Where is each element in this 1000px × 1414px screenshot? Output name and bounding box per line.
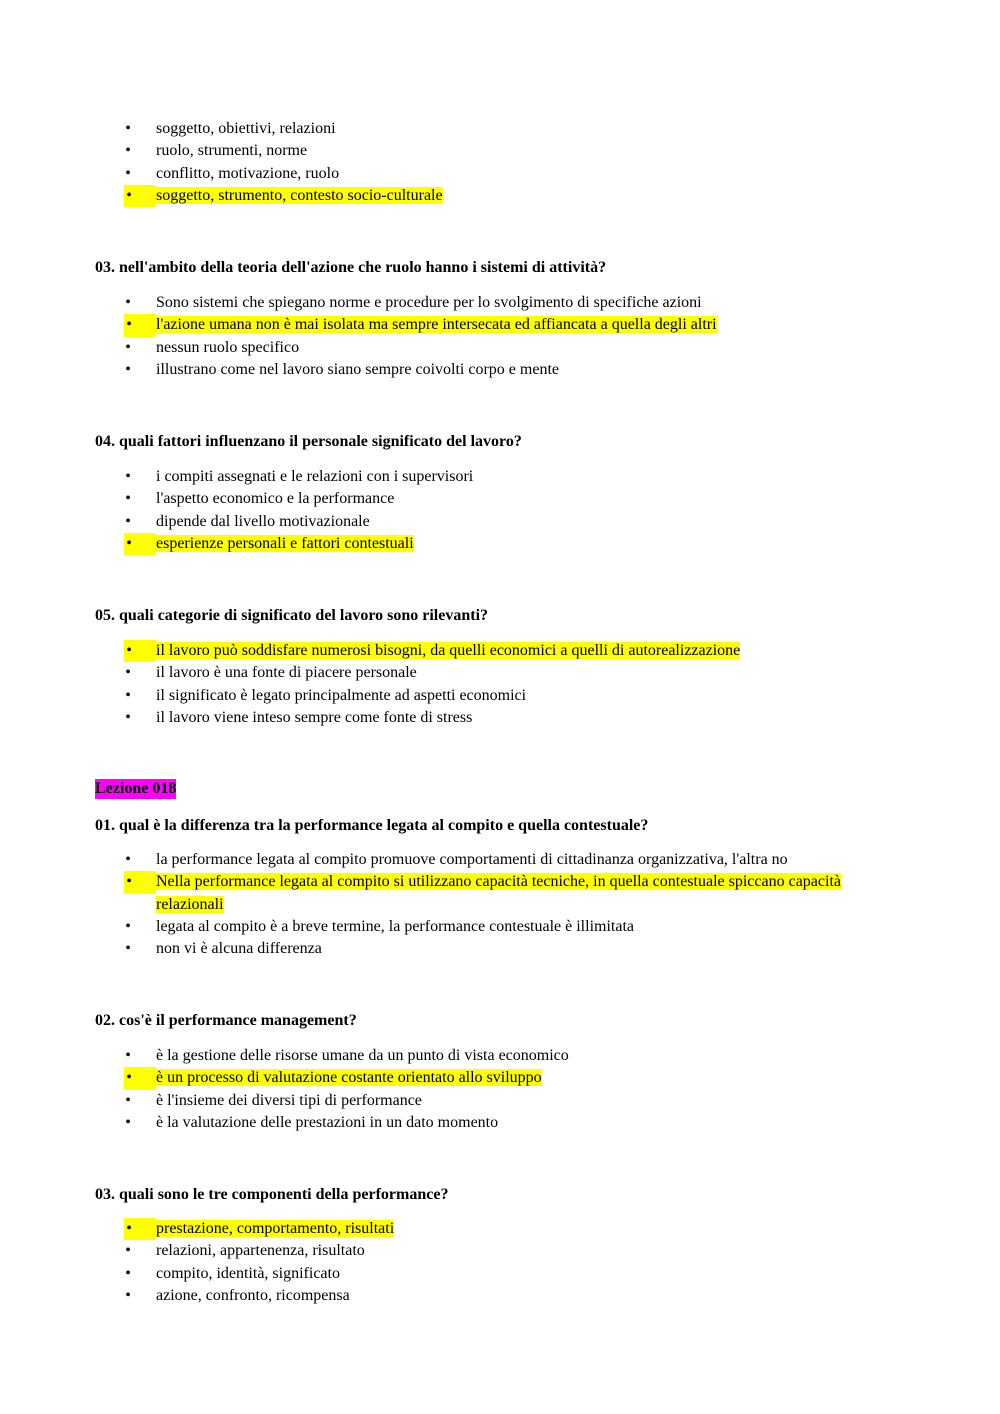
- option-item: • compito, identità, significato: [0, 1263, 1000, 1285]
- bullet-icon: •: [125, 917, 131, 935]
- bullet-icon: •: [125, 851, 131, 868]
- bullet-icon: •: [125, 360, 131, 378]
- bullet-icon: •: [125, 490, 131, 508]
- bullet-icon: •: [124, 1067, 156, 1089]
- bullet-icon: •: [124, 533, 156, 555]
- bullet-icon: •: [125, 1286, 131, 1304]
- bullet-icon: •: [124, 640, 156, 662]
- bullet-icon: •: [124, 1218, 156, 1240]
- option-item-correct: • Nella performance legata al compito si utilizzano capacità tecniche, in quella contestuale spiccano capacità: [0, 871, 1000, 893]
- option-item-correct: • l'azione umana non è mai isolata ma sempre intersecata ed affiancata a quella degli altri: [0, 314, 1000, 336]
- question-title: 02. cos'è il performance management?: [95, 1012, 357, 1029]
- question-title: 03. nell'ambito della teoria dell'azione che ruolo hanno i sistemi di attività?: [95, 259, 607, 276]
- question-title: 03. quali sono le tre componenti della performance?: [95, 1186, 449, 1203]
- bullet-icon: •: [125, 664, 131, 682]
- option-item: • relazioni, appartenenza, risultato: [0, 1240, 1000, 1262]
- option-list: [0, 1218, 1000, 1307]
- option-list: [0, 640, 1000, 729]
- question-title: 05. quali categorie di significato del lavoro sono rilevanti?: [95, 607, 489, 624]
- option-item: • legata al compito è a breve termine, la performance contestuale è illimitata: [0, 916, 1000, 938]
- option-item: • soggetto, obiettivi, relazioni: [0, 118, 1000, 140]
- bullet-icon: •: [125, 1047, 131, 1064]
- option-item: • nessun ruolo specifico: [0, 337, 1000, 359]
- option-item: • non vi è alcuna differenza: [0, 938, 1000, 960]
- option-item: • è la gestione delle risorse umane da un punto di vista economico: [0, 1045, 1000, 1067]
- bullet-icon: •: [125, 468, 131, 485]
- option-list: [0, 118, 1000, 207]
- bullet-icon: •: [124, 185, 156, 207]
- option-item: • il significato è legato principalmente ad aspetti economici: [0, 685, 1000, 707]
- option-item-correct: • il lavoro può soddisfare numerosi bisogni, da quelli economici a quelli di autorealizzazione: [0, 640, 1000, 662]
- bullet-icon: •: [125, 338, 131, 356]
- option-list: [0, 849, 1000, 960]
- bullet-icon: •: [125, 708, 131, 726]
- bullet-icon: •: [125, 1242, 131, 1260]
- option-item: • è l'insieme dei diversi tipi di performance: [0, 1090, 1000, 1112]
- option-item: • conflitto, motivazione, ruolo: [0, 163, 1000, 185]
- option-item: • l'aspetto economico e la performance: [0, 488, 1000, 510]
- option-item: • la performance legata al compito promuove comportamenti di cittadinanza organizzativa, l'altra no: [0, 849, 1000, 871]
- bullet-icon: •: [125, 142, 131, 160]
- bullet-icon: •: [125, 294, 131, 311]
- option-item: • il lavoro viene inteso sempre come fonte di stress: [0, 707, 1000, 729]
- option-list: [0, 466, 1000, 555]
- option-item: • è la valutazione delle prestazioni in un dato momento: [0, 1112, 1000, 1134]
- bullet-icon: •: [125, 1264, 131, 1282]
- bullet-icon: •: [125, 940, 131, 958]
- option-item-correct: • soggetto, strumento, contesto socio-culturale: [0, 185, 1000, 207]
- option-item: • Sono sistemi che spiegano norme e procedure per lo svolgimento di specifiche azioni: [0, 292, 1000, 314]
- option-item-correct: • esperienze personali e fattori contestuali: [0, 533, 1000, 555]
- bullet-icon: •: [125, 686, 131, 704]
- bullet-icon: •: [124, 871, 156, 893]
- lesson-heading: Lezione 018: [95, 780, 177, 797]
- option-item-correct: • è un processo di valutazione costante orientato allo sviluppo: [0, 1067, 1000, 1089]
- bullet-icon: •: [124, 314, 156, 336]
- bullet-icon: •: [125, 1113, 131, 1131]
- bullet-icon: •: [125, 512, 131, 530]
- option-item: • illustrano come nel lavoro siano sempre coivolti corpo e mente: [0, 359, 1000, 381]
- option-item: • dipende dal livello motivazionale: [0, 511, 1000, 533]
- bullet-icon: •: [125, 1091, 131, 1109]
- option-item: • azione, confronto, ricompensa: [0, 1285, 1000, 1307]
- bullet-icon: •: [125, 164, 131, 182]
- option-list: [0, 292, 1000, 381]
- option-item-correct: • prestazione, comportamento, risultati: [0, 1218, 1000, 1240]
- option-item: • ruolo, strumenti, norme: [0, 140, 1000, 162]
- option-item-continuation: relazionali: [156, 895, 224, 913]
- option-list: [0, 1045, 1000, 1134]
- option-item: • i compiti assegnati e le relazioni con i supervisori: [0, 466, 1000, 488]
- question-title: 01. qual è la differenza tra la performance legata al compito e quella contestuale?: [95, 817, 649, 834]
- bullet-icon: •: [125, 120, 131, 137]
- option-item: • il lavoro è una fonte di piacere personale: [0, 662, 1000, 684]
- question-title: 04. quali fattori influenzano il personale significato del lavoro?: [95, 433, 522, 450]
